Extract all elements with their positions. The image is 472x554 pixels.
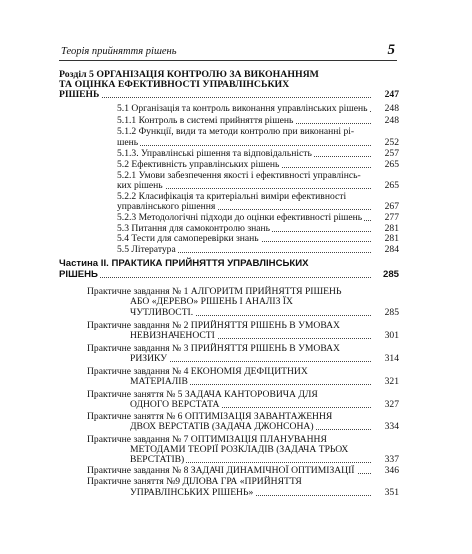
task-last-line: ДВОХ ВЕРСТАТІВ (ЗАДАЧА ДЖОНСОНА) <box>130 421 314 432</box>
task7-line2: МЕТОДАМИ ТЕОРІЇ РОЗКЛАДІВ (ЗАДАЧА ТРЬОХ <box>130 444 349 455</box>
toc-entry-5-2-1-line1: 5.2.1 Умови забезпечення якості і ефективності управлінсь- <box>117 170 361 181</box>
task4-line1: Практичне завдання № 4 ЕКОНОМІЯ ДЕФІЦИТНИХ <box>87 366 308 377</box>
toc-entry-text: 5.1.3. Управлінські рішення та відповідальність <box>117 148 312 159</box>
section5-heading-line2: ТА ОЦІНКА ЕФЕКТИВНОСТІ УПРАВЛІНСЬКИХ <box>59 79 290 90</box>
task-last-line: РИЗИКУ <box>130 353 167 364</box>
task-last-line: ОДНОГО ВЕРСТАТА <box>130 399 220 410</box>
task-page: 334 <box>371 422 399 432</box>
part2-heading-line1: Частина ІІ. ПРАКТИКА ПРИЙНЯТТЯ УПРАВЛІНСЬКИХ <box>59 258 309 269</box>
toc-entry-text: 5.2.3 Методологічні підходи до оцінки ефективності рішень <box>117 212 363 223</box>
task1-entry[interactable] <box>130 308 399 320</box>
task-page: 321 <box>371 377 399 387</box>
task6-line1: Практичне заняття № 6 ОПТИМІЗАЦІЯ ЗАВАНТАЖЕННЯ <box>87 411 333 422</box>
section5-heading-line1: Розділ 5 ОРГАНІЗАЦІЯ КОНТРОЛЮ ЗА ВИКОНАННЯМ <box>59 69 319 80</box>
task-page: 327 <box>371 400 399 410</box>
toc-entry-text: 5.5 Література <box>117 244 176 255</box>
dot-leader <box>117 145 371 146</box>
task-last-line: ВЕРСТАТІВ) <box>130 454 185 465</box>
task2-line1: Практичне завдання № 2 ПРИЙНЯТТЯ РІШЕНЬ В УМОВАХ <box>87 320 340 331</box>
task-page: 351 <box>371 488 399 498</box>
running-title: Теорія прийняття рішень <box>61 46 177 57</box>
toc-entry-text: ких рішень <box>117 180 163 191</box>
dot-leader <box>59 277 371 278</box>
dot-leader <box>59 97 371 98</box>
toc-entry-page: 267 <box>371 202 399 212</box>
part2-heading-page: 285 <box>371 270 399 280</box>
task-page: 285 <box>371 308 399 318</box>
task-page: 314 <box>371 354 399 364</box>
task-last-line: ЧУТЛИВОСТІ. <box>130 307 194 318</box>
task4-entry[interactable] <box>130 377 399 389</box>
section5-heading-last: РІШЕНЬ <box>59 89 100 100</box>
toc-entry-page: 248 <box>371 116 399 126</box>
toc-entry-page: 265 <box>371 160 399 170</box>
toc-entry-text: управлінського рішення <box>117 201 216 212</box>
task-last-line: НЕВИЗНАЧЕНОСТІ <box>130 330 215 341</box>
task9-line1: Практичне заняття №9 ДІЛОВА ГРА «ПРИЙНЯТТЯ <box>87 476 302 487</box>
toc-entry-text: 5.1.1 Контроль в системі прийняття рішень <box>117 115 294 126</box>
task-page: 337 <box>371 455 399 465</box>
task3-entry[interactable] <box>130 354 399 366</box>
task6-entry[interactable] <box>130 422 399 434</box>
task-last-line: УПРАВЛІНСЬКИХ РІШЕНЬ» <box>130 487 254 498</box>
toc-entry-page: 257 <box>371 149 399 159</box>
task-last-line: МАТЕРІАЛІВ <box>130 376 188 387</box>
task3-line1: Практичне завдання № 3 ПРИЙНЯТТЯ РІШЕНЬ В УМОВАХ <box>87 343 340 354</box>
toc-entry-5-1-2-line1: 5.1.2 Функції, види та методи контролю при виконанні рі- <box>117 126 355 137</box>
part2-heading-last: РІШЕНЬ <box>59 269 98 280</box>
toc-entry-page: 248 <box>371 104 399 114</box>
toc-entry-text: шень <box>117 137 139 148</box>
section5-heading-entry[interactable] <box>59 90 399 102</box>
toc-entry-page: 277 <box>371 213 399 223</box>
toc-entry-page: 281 <box>371 224 399 234</box>
task5-line1: Практичне заняття № 5 ЗАДАЧА КАНТОРОВИЧА ДЛЯ <box>87 389 318 400</box>
toc-entry-text: 5.2 Ефективність управлінських рішень <box>117 159 280 170</box>
toc-entry-page: 252 <box>371 138 399 148</box>
toc-entry-page: 281 <box>371 234 399 244</box>
task-page: 301 <box>371 331 399 341</box>
toc-entry-page: 284 <box>371 245 399 255</box>
section5-heading-page: 247 <box>371 90 399 100</box>
task-last-line: Практичне завдання № 8 ЗАДАЧІ ДИНАМІЧНОЇ ОПТИМІЗАЦІЇ <box>87 465 355 476</box>
toc-entry-text: 5.4 Тести для самоперевірки знань <box>117 233 259 244</box>
task2-entry[interactable] <box>130 331 399 343</box>
page-number: 5 <box>387 42 395 58</box>
task1-line2: АБО «ДЕРЕВО» РІШЕНЬ І АНАЛІЗ ЇХ <box>130 296 293 307</box>
task1-line1: Практичне завдання № 1 АЛГОРИТМ ПРИЙНЯТТЯ РІШЕНЬ <box>87 286 342 297</box>
toc-entry-5-2-2-line1: 5.2.2 Класифікація та критеріальні виміри ефективності <box>117 191 347 202</box>
part2-heading-entry[interactable] <box>59 270 399 282</box>
toc-entry-5-5[interactable] <box>117 245 399 257</box>
task7-line1: Практичне завдання № 7 ОПТИМІЗАЦІЯ ПЛАНУВАННЯ <box>87 434 327 445</box>
toc-entry-text: 5.1 Організація та контроль виконання управлінських рішень <box>117 103 368 114</box>
task9-entry[interactable] <box>130 488 399 500</box>
running-header <box>59 42 397 61</box>
toc-entry-page: 265 <box>371 181 399 191</box>
task-page: 346 <box>371 466 399 476</box>
toc-entry-text: 5.3 Питання для самоконтролю знань <box>117 223 271 234</box>
